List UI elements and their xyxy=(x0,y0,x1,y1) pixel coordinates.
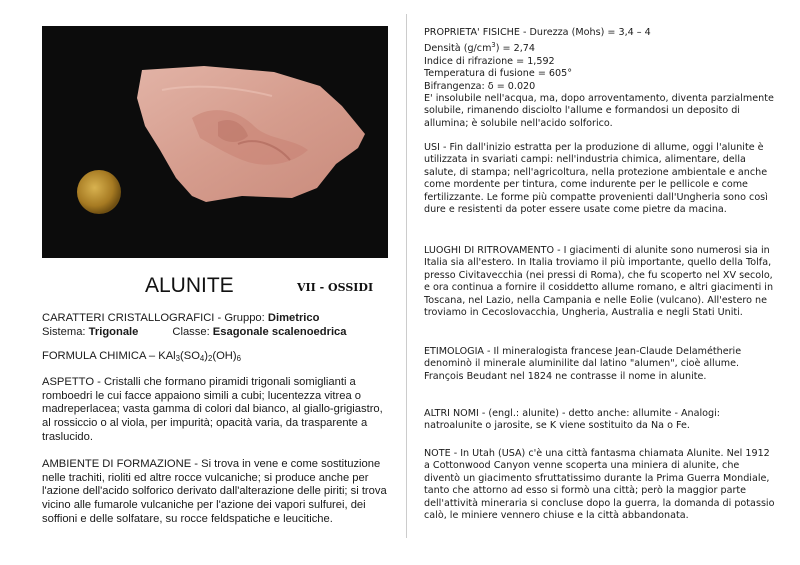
luoghi-di-ritrovamento: LUOGHI DI RITROVAMENTO - I giacimenti di alunite sono numerosi sia in Italia sia all'estero. In Italia troviamo il più importante, quello della Tolfa, presso Civitavecchia (nei pressi di Roma), che fu scoperto nel XV secolo, e ora continua a fornire il cosiddetto allume romano, e altri giacimenti in Toscana, nel Lazio, nella Campania e nelle Eolie (vulcano). All'estero ne troviamo in Cecoslovacchia, Ungheria, Australia e negli Stati Uniti. xyxy=(424,245,774,319)
coin xyxy=(77,170,121,214)
formula-chimica: FORMULA CHIMICA – $KAl_3(SO_4)_2(OH)_6$ xyxy=(42,350,241,363)
specimen-photo xyxy=(42,26,388,258)
ambiente-di-formazione: AMBIENTE DI FORMAZIONE - Si trova in vene e come sostituzione nelle trachiti, rioliti ed altre rocce vulcaniche; si produce anche per l'azione dell'acido solforico derivato dall'alterazione delle piriti; si trova vicino alle fumarole vulcaniche per l'azione dei vapori sulfurei, dei soffioni e delle solfatare, su rocce feldspatiche e leucitiche. xyxy=(42,458,387,525)
etimologia: ETIMOLOGIA - Il mineralogista francese Jean-Claude Delamétherie denominò il minerale aluminilite dal latino "alumen", cioè allume. François Beudant nel 1824 ne contrasse il nome in alunite. xyxy=(424,346,742,382)
aspetto: ASPETTO - Cristalli che formano piramidi trigonali somiglianti a romboedri le cui facce appaiono simili a cubi; lucentezza vitrea o madreperlacea; vasta gamma di colori dal bianco, al giallo-grigiastro, al rossiccio o al viola, per impurità; opacità varia, da trasparente a traslucido. xyxy=(42,376,383,443)
gruppo-value: Dimetrico xyxy=(267,312,320,324)
column-divider xyxy=(406,14,407,538)
sistema-value: Trigonale xyxy=(88,325,139,338)
classe-value: Esagonale scalenoedrica xyxy=(212,325,347,338)
note: NOTE - In Utah (USA) c'è una città fantasma chiamata Alunite. Nel 1912 a Cottonwood Canyon venne scoperta una miniera di alunite, che diventò un giacimento sfruttatissimo durante la Prima Guerra Mondiale, tanto che attorno ad esso si formò una città; però la maggior parte dell'attività mineraria si concluse dopo la guerra, la domanda di potassio calò, le miniere vennero chiuse e la città abbandonata. xyxy=(424,448,775,522)
usi: USI - Fin dall'inizio estratta per la produzione di allume, oggi l'alunite è utilizzata in svariati campi: nell'industria chimica, alimentare, della salute, di stampa; nell'agricoltura, nella protezione ambientale e anche come mordente per tintura, come indurente per le pellicole e come fertilizzante. Le forme più compatte provenienti dall'Ungheria sono così dure e resistenti da poter essere usate come pietre da macina. xyxy=(424,142,768,216)
altri-nomi: ALTRI NOMI - (engl.: alunite) - detto anche: allumite - Analogi: natroalunite o jarosite, se K viene sostituito da Na o Fe. xyxy=(424,408,721,432)
category-label: VII - OSSIDI xyxy=(297,281,374,294)
proprieta-fisiche: PROPRIETA' FISICHE - Durezza (Mohs) = 3,4 – 4 Densità $(g/cm^3) = 2,74$ Indice di rifrazione = 1,592 Temperatura di fusione = 605° Bifrangenza: δ = 0.020 E' insolubile nell'acqua, ma, dopo arroventamento, diventa parzialmente solubile, rimanendo disciolto l'allume e formandosi un deposito di allumina; è solubile nell'acido solforico. xyxy=(424,27,774,129)
caratteri-cristallografici: CARATTERI CRISTALLOGRAFICI - Gruppo: Dimetrico Sistema: Trigonale Classe: Esagonale scalenoedrica xyxy=(42,312,347,338)
page-title: ALUNITE xyxy=(145,274,234,297)
